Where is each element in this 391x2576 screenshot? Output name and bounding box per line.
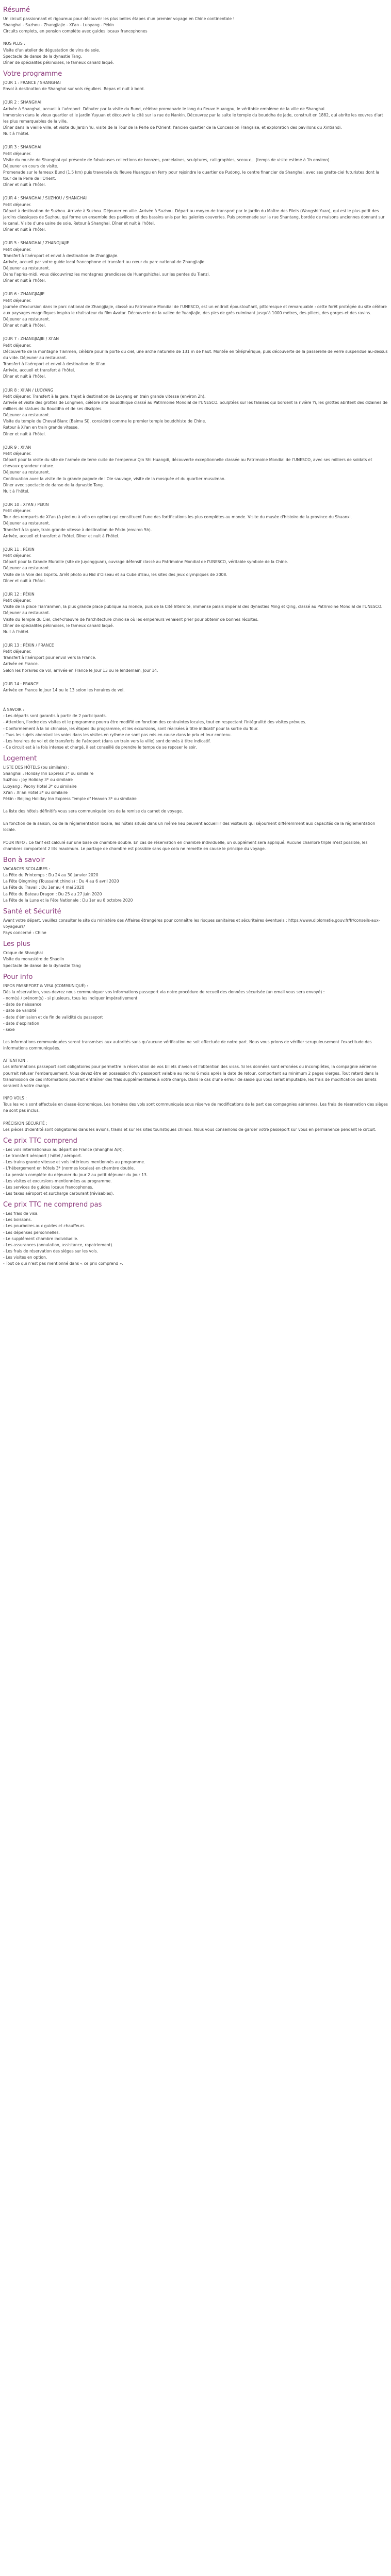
- nottc-line: - Les boissons.: [3, 1217, 32, 1223]
- day-block: [3, 195, 388, 239]
- day-line: Déjeuner en cours de visite.: [3, 163, 58, 168]
- ttc-line: - Les taxes aéroport et surcharge carburant (révisables).: [3, 1191, 114, 1196]
- nottc-line: - Les assurances (annulation, assistance, rapatriement).: [3, 1242, 113, 1247]
- day-line: Arrivée en France.: [3, 662, 39, 667]
- day-heading: JOUR 1 : FRANCE / SHANGHAI: [3, 80, 61, 86]
- day-line: Petit déjeuner.: [3, 553, 31, 558]
- day-block: [3, 445, 388, 501]
- day-line: Arrivée, accueil et transfert à l'hôtel.: [3, 368, 75, 373]
- ttc-line: - Le transfert aéroport / hôtel / aéroport.: [3, 1154, 83, 1159]
- day-heading: JOUR 11 : PÉKIN: [3, 547, 35, 552]
- day-block: [3, 502, 388, 546]
- day-line: Déjeuner au restaurant.: [3, 317, 51, 322]
- day-line: Petit déjeuner.: [3, 298, 31, 303]
- day-line: Nuit à l'hôtel.: [3, 131, 29, 137]
- day-line: Déjeuner au restaurant.: [3, 413, 51, 418]
- day-line: Transfert à l'aéroport et envol à destination de Zhangjiajie.: [3, 253, 119, 258]
- logement-line: LISTE DES HÔTELS (ou similaire) :: [3, 765, 70, 770]
- day-line: Petit déjeuner.: [3, 451, 31, 456]
- day-block: [3, 591, 388, 641]
- day-heading: JOUR 3 : SHANGHAI: [3, 145, 42, 150]
- day-line: Arrivée en France le Jour 14 ou le 13 selon les horaires de vol.: [3, 687, 125, 692]
- day-line: Arrivée et visite des grottes de Longmen, célèbre site bouddhique classé au Patrimoine Mondial de l'UNESCO. Sculptées sur les falaises qui bordent la rivière Yi, les grottes abritent des dizaines de milliers de statues du Bouddha et de ses disciples.: [3, 400, 388, 411]
- day-line: Dîner dans la vieille ville, et visite du Jardin Yu, visite de la Tour de la Perle de l'Orient, l'ancien quartier de la Concession Française, et exploration des pavillons du Xintiandi.: [3, 125, 342, 130]
- bonsavoir-line: VACANCES SCOLAIRES :: [3, 866, 51, 871]
- day-line: Petit déjeuner.: [3, 202, 31, 207]
- day-heading: JOUR 4 : SHANGHAI / SUZHOU / SHANGHAI: [3, 196, 87, 201]
- section-logement: [3, 755, 388, 852]
- day-line: Petit déjeuner.: [3, 509, 31, 514]
- sante-block: [3, 918, 388, 936]
- plus-line: Croque de Shanghai: [3, 951, 43, 956]
- day-heading: JOUR 8 : XI'AN / LUOYANG: [3, 387, 54, 393]
- day-heading: JOUR 12 : PÉKIN: [3, 591, 35, 597]
- section-title-pour-info: Pour info: [3, 973, 33, 981]
- day-line: Petit déjeuner.: [3, 649, 31, 654]
- logement-line: Xi'an : Xi'an Hotel 3* ou similaire: [3, 790, 68, 795]
- resume-intro-1: Un circuit passionnant et rigoureux pour découvrir les plus belles étapes d'un premier voyage en Chine continentale !: [3, 16, 235, 21]
- resume-intro-3: Circuits complets, en pension complète avec guides locaux francophones: [3, 29, 148, 34]
- ttc-line: - L'hébergement en hôtels 3* (normes locales) en chambre double.: [3, 1166, 135, 1171]
- day-block: [3, 144, 388, 194]
- day-line: Nuit à l'hôtel.: [3, 629, 29, 634]
- day-line: Déjeuner au restaurant.: [3, 566, 51, 571]
- nottc-line: - Les frais de visa.: [3, 1211, 39, 1216]
- pourinfo-line: - date d'émission et de fin de validité du passeport: [3, 1014, 103, 1020]
- plus-line: Visite du monastère de Shaolin: [3, 957, 64, 962]
- logement-line: POUR INFO : Ce tarif est calculé sur une base de chambre double. En cas de réservation en chambre individuelle, un supplément sera appliqué. Aucune chambre triple n'est possible, les chambres comportent 2 lits maximum. Le partage de chambre est possible sans que cela ne remette en cause le principe du voyage.: [3, 840, 368, 851]
- resume-inclus-2: Spectacle de danse de la dynastie Tang.: [3, 54, 82, 59]
- pourinfo-line: Les informations passeport sont obligatoires pour permettre la réservation de vos billets d'avion et l'obtention des visas. Si les données sont erronées ou incomplètes, la compagnie aérienne pourrait refuser l'embarquement. Vous devez être en possession d'un passeport valable au moins 6 mois après la date de retour, comportant au minimum 2 pages vierges. Tout retard dans la transmission de ces informations pourrait entraîner des frais supplémentaires à votre charge. Dans le cas d'une erreur de saisie qui vous serait imputable, les frais de modification des billets seraient à votre charge.: [3, 1064, 379, 1088]
- day-line: Dîner de spécialités pékinoises, le fameux canard laqué.: [3, 623, 114, 628]
- day-line: Tour des remparts de Xi'an (à pied ou à vélo en option) qui constituent l'une des fortifications les plus complètes au monde. Visite du musée d'histoire de la province du Shaanxi.: [3, 515, 352, 520]
- day-line: Départ à destination de Suzhou. Arrivée à Suzhou. Déjeuner en ville. Arrivée à Suzhou. Départ au moyen de transport par le jardin du Maître des Filets (Wangshi Yuan), qui est le plus petit des jardins classiques de Suzhou, qui forme un ensemble des pavillons et des bassins unis par les galeries couvertes. Puis promenade sur la rue Shantang, bordée de maisons anciennes donnant sur le canal. Visite d'une usine de soie. Retour à Shanghai. Dîner et nuit à l'hôtel.: [3, 208, 385, 226]
- ttc-line: - Les trains grande vitesse et vols intérieurs mentionnés au programme.: [3, 1160, 145, 1165]
- day-line: Dîner avec spectacle de danse de la dynastie Tang.: [3, 482, 104, 487]
- day-block: [3, 99, 388, 143]
- ttc-line: - Les services de guides locaux francophones.: [3, 1184, 93, 1190]
- pourinfo-line: - sexe: [3, 1027, 15, 1032]
- section-les-plus: [3, 940, 388, 969]
- pourinfo-line: Dès la réservation, vous devrez nous communiquer vos informations passeport via notre procédure de recueil des données sécurisée (un email vous sera envoyé) :: [3, 989, 325, 994]
- day-line: Départ pour la Grande Muraille (site de Juyongguan), ouvrage défensif classé au Patrimoine Mondial de l'UNESCO, véritable symbole de la Chine.: [3, 560, 288, 565]
- section-title-sante: Santé et Sécurité: [3, 907, 61, 916]
- day-line: Visite du Temple du Ciel, chef-d'œuvre de l'architecture chinoise où les empereurs venaient prier pour obtenir de bonnes récoltes.: [3, 617, 259, 622]
- logement-line: En fonction de la saison, ou de la réglementation locale, les hôtels situés dans un même lieu peuvent accueillir des visiteurs qui séjournent différemment aux capacités de la réglementation locale.: [3, 821, 376, 833]
- day-line: Dans l'après-midi, vous découvrirez les montagnes grandioses de Huangshizhai, sur les pentes du Tianzi.: [3, 272, 210, 277]
- day-block: [3, 80, 388, 98]
- document: [0, 0, 391, 1273]
- plus-line: Spectacle de danse de la dynastie Tang: [3, 963, 81, 968]
- ttc-line: - La pension complète du déjeuner du jour 2 au petit déjeuner du jour 13.: [3, 1172, 148, 1177]
- prix-ne-comprend-pas-block: [3, 1211, 388, 1267]
- section-a-savoir: [3, 701, 388, 751]
- day-line: Déjeuner au restaurant.: [3, 470, 51, 475]
- day-line: Déjeuner au restaurant.: [3, 611, 51, 616]
- sante-line: Avant votre départ, veuillez consulter le site du ministère des Affaires étrangères pour connaître les risques sanitaires et sécuritaires éventuels : https://www.diplomatie.gouv.fr/fr/conseils-aux-voyageurs/: [3, 918, 380, 929]
- day-line: Départ pour la visite du site de l'armée de terre cuite de l'empereur Qin Shi Huangdi, découverte exceptionnelle classée au Patrimoine Mondial de l'UNESCO, avec ses milliers de soldats et chevaux grandeur nature.: [3, 457, 372, 469]
- day-line: Nuit à l'hôtel.: [3, 488, 29, 494]
- day-line: Déjeuner au restaurant.: [3, 266, 51, 270]
- day-heading: JOUR 6 : ZHANGJIAJIE: [3, 292, 45, 297]
- day-line: Dîner et nuit à l'hôtel.: [3, 431, 46, 436]
- day-heading: JOUR 13 : PÉKIN / FRANCE: [3, 642, 54, 648]
- ahv-line: - Ce circuit est à la fois intense et chargé, il est conseillé de prendre le temps de se reposer le soir.: [3, 745, 197, 750]
- pourinfo-line: Tous les vols sont effectués en classe économique. Les horaires des vols sont communiqués sous réserve de modifications de la part des compagnies aériennes. Les frais de réservation des sièges ne sont pas inclus.: [3, 1102, 388, 1113]
- bonsavoir-line: La Fête de la Lune et la Fête Nationale : Du 1er au 8 octobre 2020: [3, 897, 133, 903]
- day-line: Déjeuner au restaurant.: [3, 521, 51, 526]
- day-heading: JOUR 14 : FRANCE: [3, 681, 39, 686]
- day-line: Envol à destination de Shanghai sur vols réguliers. Repas et nuit à bord.: [3, 87, 145, 92]
- resume-inclus-3: Dîner de spécialités pékinoises, le fameux canard laqué.: [3, 60, 114, 65]
- day-line: Dîner et nuit à l'hôtel.: [3, 278, 46, 283]
- pourinfo-line: PRÉCISION SÉCURITÉ :: [3, 1121, 47, 1126]
- day-line: Transfert à la gare, train grande vitesse à destination de Pékin (environ 5h).: [3, 527, 152, 532]
- pourinfo-line: Les pièces d'identité sont obligatoires dans les avions, trains et sur les sites touristiques chinois. Nous vous conseillons de garder votre passeport sur vous en permanence pendant le circuit.: [3, 1127, 377, 1132]
- ahv-line: - Les départs sont garantis à partir de 2 participants.: [3, 714, 107, 719]
- programme-days: [3, 80, 388, 700]
- ahv-line: - Les horaires de vol et de transferts de l'aéroport (dans un train vers la ville) sont donnés à titre indicatif.: [3, 738, 211, 743]
- day-block: [3, 642, 388, 680]
- nottc-line: - Les pourboires aux guides et chauffeurs.: [3, 1224, 86, 1229]
- ahv-line: - Conformément à la loi chinoise, les étapes du programme, et les excursions, sont réalisées à titre indicatif pour la sortie du Tour.: [3, 726, 259, 731]
- pourinfo-line: - date d'expiration: [3, 1021, 39, 1026]
- day-line: Découverte de la montagne Tianmen, célèbre pour la porte du ciel, une arche naturelle de 131 m de haut. Montée en téléphérique, puis découverte de la passerelle de verre suspendue au-dessus du vide. Déjeuner au restaurant.: [3, 349, 388, 360]
- bonsavoir-line: La Fête du Travail : Du 1er au 4 mai 2020: [3, 885, 85, 890]
- section-title-resume: Résumé: [3, 6, 30, 14]
- ttc-line: - Les visites et excursions mentionnées au programme.: [3, 1178, 112, 1183]
- resume-inclus-1: Visite d'un atelier de dégustation de vins de soie.: [3, 47, 100, 53]
- section-prix-comprend: [3, 1137, 388, 1197]
- day-line: Dîner et nuit à l'hôtel.: [3, 374, 46, 379]
- section-title-les-plus: Les plus: [3, 940, 30, 948]
- day-line: Arrivée à Shanghai, accueil à l'aéroport. Débuter par la visite du Bund, célèbre promenade le long du fleuve Huangpu, le véritable emblème de la ville de Shanghai.: [3, 106, 326, 111]
- nottc-line: - Les dépenses personnelles.: [3, 1230, 60, 1235]
- day-line: Visite du musée de Shanghai qui présente de fabuleuses collections de bronzes, porcelaines, sculptures, calligraphies, sceaux... (temps de visite estimé à 1h environ).: [3, 157, 331, 162]
- les-plus-block: [3, 950, 388, 969]
- bonsavoir-line: La Fête du Bateau Dragon : Du 25 au 27 juin 2020: [3, 891, 102, 896]
- day-block: [3, 547, 388, 590]
- pourinfo-line: ATTENTION :: [3, 1058, 28, 1063]
- day-line: Dîner et nuit à l'hôtel.: [3, 227, 46, 232]
- section-title-prix-ne-comprend-pas: Ce prix TTC ne comprend pas: [3, 1201, 102, 1209]
- day-line: Dîner et nuit à l'hôtel.: [3, 182, 46, 188]
- day-line: Dîner et nuit à l'hôtel.: [3, 323, 46, 328]
- day-line: Selon les horaires de vol, arrivée en France le Jour 13 ou le lendemain, Jour 14.: [3, 668, 158, 673]
- day-line: Promenade sur le fameux Bund (1,5 km) puis traversée du fleuve Huangpu en ferry pour rejoindre le quartier de Pudong, le centre financier de Shanghai, avec ses gratte-ciel futuristes dont la tour de la Perle de l'Orient.: [3, 170, 380, 181]
- day-block: [3, 387, 388, 444]
- ttc-line: - Les vols internationaux au départ de France (Shanghai A/R).: [3, 1147, 124, 1152]
- day-line: Visite de la place Tian'anmen, la plus grande place publique au monde, puis de la Cité Interdite, immense palais impérial des dynasties Ming et Qing, classé au Patrimoine Mondial de l'UNESCO.: [3, 604, 383, 609]
- bon-a-savoir-block: [3, 866, 388, 904]
- day-line: Arrivée, accueil et transfert à l'hôtel. Dîner et nuit à l'hôtel.: [3, 533, 120, 538]
- resume-inclus-title: NOS PLUS :: [3, 41, 25, 46]
- resume-intro-2: Shanghai - Suzhou - Zhangjiajie - Xi'an - Luoyang - Pékin: [3, 23, 114, 28]
- day-line: Visite de la Voie des Esprits. Arrêt photo au Nid d'Oiseau et au Cube d'Eau, les sites des jeux olympiques de 2008.: [3, 572, 227, 577]
- section-title-bon-a-savoir: Bon à savoir: [3, 856, 45, 864]
- section-title-programme: Votre programme: [3, 70, 62, 78]
- day-block: [3, 240, 388, 290]
- logement-block: [3, 765, 388, 852]
- pourinfo-line: - date de naissance: [3, 1002, 42, 1007]
- pour-info-block: [3, 983, 388, 1133]
- day-line: Dîner et nuit à l'hôtel.: [3, 578, 46, 583]
- pourinfo-line: - nom(s) / prénom(s) - si plusieurs, tous les indiquer impérativement: [3, 996, 138, 1001]
- pourinfo-line: Les informations communiquées seront transmises aux autorités sans qu'aucune vérification ne soit effectuée de notre part. Nous vous prions de vérifier scrupuleusement l'exactitude des informations communiquées.: [3, 1040, 372, 1051]
- logement-line: Luoyang : Peony Hotel 3* ou similaire: [3, 784, 77, 789]
- nottc-line: - Le supplément chambre individuelle.: [3, 1236, 78, 1241]
- day-heading: JOUR 2 : SHANGHAI: [3, 100, 42, 105]
- day-line: Transfert à l'aéroport pour envol vers la France.: [3, 655, 96, 660]
- day-line: Petit déjeuner.: [3, 598, 31, 603]
- section-programme: [3, 70, 388, 700]
- logement-line: Pékin : Beijing Holiday Inn Express Temple of Heaven 3* ou similaire: [3, 796, 137, 801]
- day-line: Transfert à l'aéroport et envol à destination de Xi'an.: [3, 362, 107, 367]
- pourinfo-line: INFOS PASSEPORT & VISA (COMMUNIQUÉ) :: [3, 983, 88, 988]
- section-prix-ne-comprend-pas: [3, 1201, 388, 1267]
- pourinfo-line: INFO VOLS :: [3, 1096, 27, 1101]
- nottc-line: - Les frais de réservation des sièges sur les vols.: [3, 1249, 99, 1254]
- pourinfo-line: - date de validité: [3, 1008, 37, 1013]
- day-block: [3, 336, 388, 386]
- section-title-logement: Logement: [3, 755, 37, 763]
- day-line: Visite du temple du Cheval Blanc (Baima Si), considéré comme le premier temple bouddhiste de Chine.: [3, 419, 206, 424]
- sante-line: Pays concerné : Chine: [3, 930, 46, 936]
- ahv-line: - Tous les sujets abordant les voies dans les visites en rythme ne sont pas mis en cause dans le prix et leur contenu.: [3, 732, 232, 737]
- prix-comprend-block: [3, 1147, 388, 1197]
- day-line: Petit déjeuner.: [3, 247, 31, 252]
- day-heading: JOUR 10 : XI'AN / PÉKIN: [3, 502, 49, 507]
- day-heading: JOUR 9 : XI'AN: [3, 445, 31, 450]
- section-pour-info: [3, 973, 388, 1133]
- section-resume: [3, 6, 388, 66]
- day-block: [3, 291, 388, 335]
- nottc-line: - Les visites en option.: [3, 1255, 47, 1260]
- ahv-line: À SAVOIR :: [3, 707, 24, 713]
- day-line: Arrivée, accueil par votre guide local francophone et transfert au cœur du parc national de Zhangjiajie.: [3, 259, 206, 264]
- day-heading: JOUR 7 : ZHANGJIAJIE / XI'AN: [3, 336, 59, 342]
- day-line: Continuation avec la visite de la grande pagode de l'Oie sauvage, visite de la mosquée et du quartier musulman.: [3, 476, 226, 481]
- logement-line: Suzhou : Joy Holiday 3* ou similaire: [3, 777, 73, 783]
- section-bon-a-savoir: [3, 856, 388, 904]
- day-block: [3, 681, 388, 700]
- logement-line: La liste des hôtels définitifs vous sera communiquée lors de la remise du carnet de voyage.: [3, 809, 183, 814]
- bonsavoir-line: La Fête Qingming (Toussaint chinois) : Du 4 au 6 avril 2020: [3, 879, 119, 884]
- bonsavoir-line: La Fête du Printemps : Du 24 au 30 janvier 2020: [3, 873, 99, 878]
- day-line: Petit déjeuner. Transfert à la gare, trajet à destination de Luoyang en train grande vitesse (environ 2h).: [3, 394, 206, 399]
- nottc-line: - Tout ce qui n'est pas mentionné dans « ce prix comprend ».: [3, 1261, 123, 1266]
- a-savoir-block: [3, 707, 388, 751]
- day-line: Petit déjeuner.: [3, 343, 31, 348]
- day-line: Retour à Xi'an en train grande vitesse.: [3, 425, 79, 430]
- ahv-line: - Attention, l'ordre des visites et le programme pourra être modifié en fonction des contraintes locales, tout en respectant l'intégralité des visites prévues.: [3, 720, 306, 725]
- day-line: Petit déjeuner.: [3, 151, 31, 156]
- section-sante: [3, 908, 388, 936]
- logement-line: Shanghai : Holiday Inn Express 3* ou similaire: [3, 771, 94, 776]
- day-line: Journée d'excursion dans le parc national de Zhangjiajie, classé au Patrimoine Mondial de l'UNESCO, est un endroit époustouflant, pittoresque et remarquable : cette forêt protégée du site célèbre aux paysages magnifiques inspira le réalisateur du film Avatar. Découverte de la vallée de Yuanjiajie, des pics de grès culminant jusqu'à 1000 mètres, des piliers, des gorges et des ravins.: [3, 304, 387, 315]
- section-title-prix-comprend: Ce prix TTC comprend: [3, 1137, 77, 1145]
- day-line: Immersion dans le vieux quartier et le jardin Yuyuan et découvrir la cité sur la rue de Nankin. Découvrez par la suite le temple du bouddha de jade, construit en 1882, qui abrite les œuvres d'art les plus remarquables de la ville.: [3, 112, 383, 124]
- day-heading: JOUR 5 : SHANGHAI / ZHANGJIAJIE: [3, 241, 70, 246]
